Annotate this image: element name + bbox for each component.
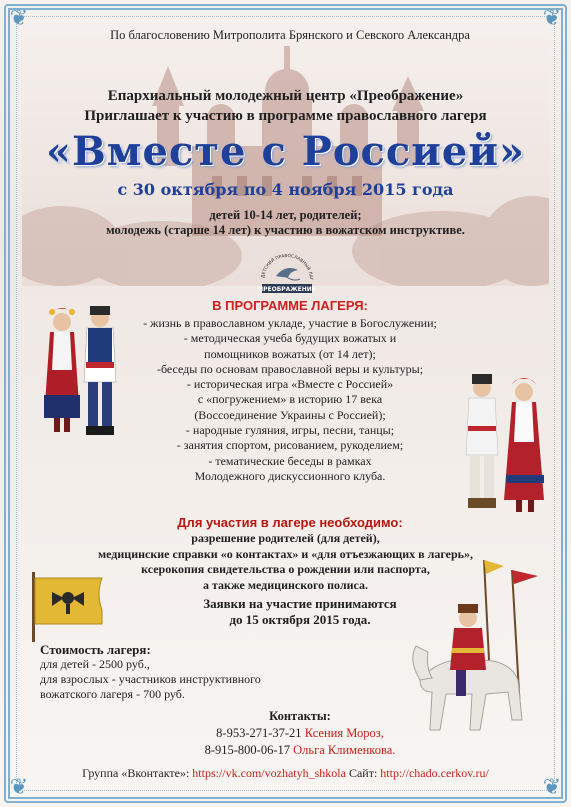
program-item: помощников вожатых (от 14 лет); [204, 346, 376, 361]
cost-block [40, 642, 340, 702]
organizer-header [30, 86, 541, 126]
footer-links [20, 766, 551, 781]
invitation-line: Приглашает к участию в программе православного лагеря [84, 108, 487, 124]
ornament-corner-icon: ❦ [9, 6, 29, 31]
program-item: - тематические беседы в рамках [208, 453, 372, 468]
historic-banner-illustration [30, 572, 110, 642]
program-item: (Воссоединение Украины с Россией); [194, 407, 386, 422]
contact-phone[interactable]: 8-953-271-37-21 [216, 726, 302, 740]
site-label: Сайт: [348, 766, 378, 780]
organizer-line: Епархиальный молодежный центр «Преображение» [107, 88, 464, 104]
program-item: - народные гуляния, игры, песни, танцы; [185, 423, 395, 438]
dove-icon [276, 268, 300, 280]
requirement-item: а также медицинского полиса. [203, 577, 368, 592]
participation-heading: Для участия в лагере необходимо: [177, 515, 403, 530]
ornament-corner-icon: ❦ [542, 775, 562, 800]
logo-ring-text: ДЕТСКИЙ ПРАВОСЛАВНЫЙ ЛАГ [261, 253, 314, 281]
contact-name: Ольга Клименкова. [293, 743, 396, 757]
contacts-block [150, 708, 450, 759]
site-link[interactable]: http://chado.cerkov.ru/ [380, 766, 489, 780]
audience-line: молодежь (старше 14 лет) к участию в вожатском инструктиве. [106, 223, 465, 237]
program-item: - жизнь в православном укладе, участие в Богослужении; [143, 316, 437, 330]
ornament-corner-icon: ❦ [542, 6, 562, 31]
applications-line: до 15 октября 2015 года. [229, 612, 371, 627]
program-item: - методическая учеба будущих вожатых и [183, 331, 397, 346]
vk-group-link[interactable]: https://vk.com/vozhatyh_shkola [192, 766, 346, 780]
requirement-item: разрешение родителей (для детей), [191, 531, 380, 545]
contact-name: Ксения Мороз, [304, 726, 384, 740]
camp-logo [258, 250, 316, 296]
applications-line: Заявки на участие принимаются [203, 596, 397, 611]
cost-line: для детей - 2500 руб., [40, 657, 150, 671]
requirement-item: ксерокопия свидетельства о рождении или паспорта, [141, 562, 430, 576]
cost-line: для взрослых - участников инструктивного [40, 672, 261, 686]
contacts-title: Контакты: [269, 709, 331, 723]
logo-name: ПРЕОБРАЖЕНИЕ [258, 286, 316, 293]
camp-dates: с 30 октября по 4 ноября 2015 года [117, 180, 454, 199]
ornament-corner-icon: ❦ [9, 775, 29, 800]
program-item: - занятия спортом, рисованием, рукоделием; [176, 438, 404, 453]
program-item: - историческая игра «Вместе с Россией» [186, 377, 394, 392]
contact-row [150, 742, 450, 759]
blessing-line: По благословению Митрополита Брянского и Севского Александра [110, 28, 470, 42]
vk-group-label: Группа «Вконтакте»: [82, 766, 190, 780]
contact-phone[interactable]: 8-915-800-06-17 [204, 743, 290, 757]
program-item: -беседы по основам православной веры и культуры; [156, 361, 424, 376]
requirement-item: медицинские справки «о контактах» и «для отъезжающих в лагерь», [97, 546, 474, 561]
cost-line: вожатского лагеря - 700 руб. [40, 687, 185, 701]
audience-block [30, 208, 541, 238]
program-item: Молодежного дискуссионного клуба. [194, 468, 386, 483]
contact-row [150, 725, 450, 742]
program-item: с «погружением» в историю 17 века [197, 392, 383, 407]
program-heading: В ПРОГРАММЕ ЛАГЕРЯ: [212, 298, 368, 313]
audience-line: детей 10-14 лет, родителей; [209, 208, 362, 222]
cost-title: Стоимость лагеря: [40, 642, 151, 657]
camp-title: «Вместе с Россией» [45, 128, 526, 175]
program-list [100, 316, 480, 484]
